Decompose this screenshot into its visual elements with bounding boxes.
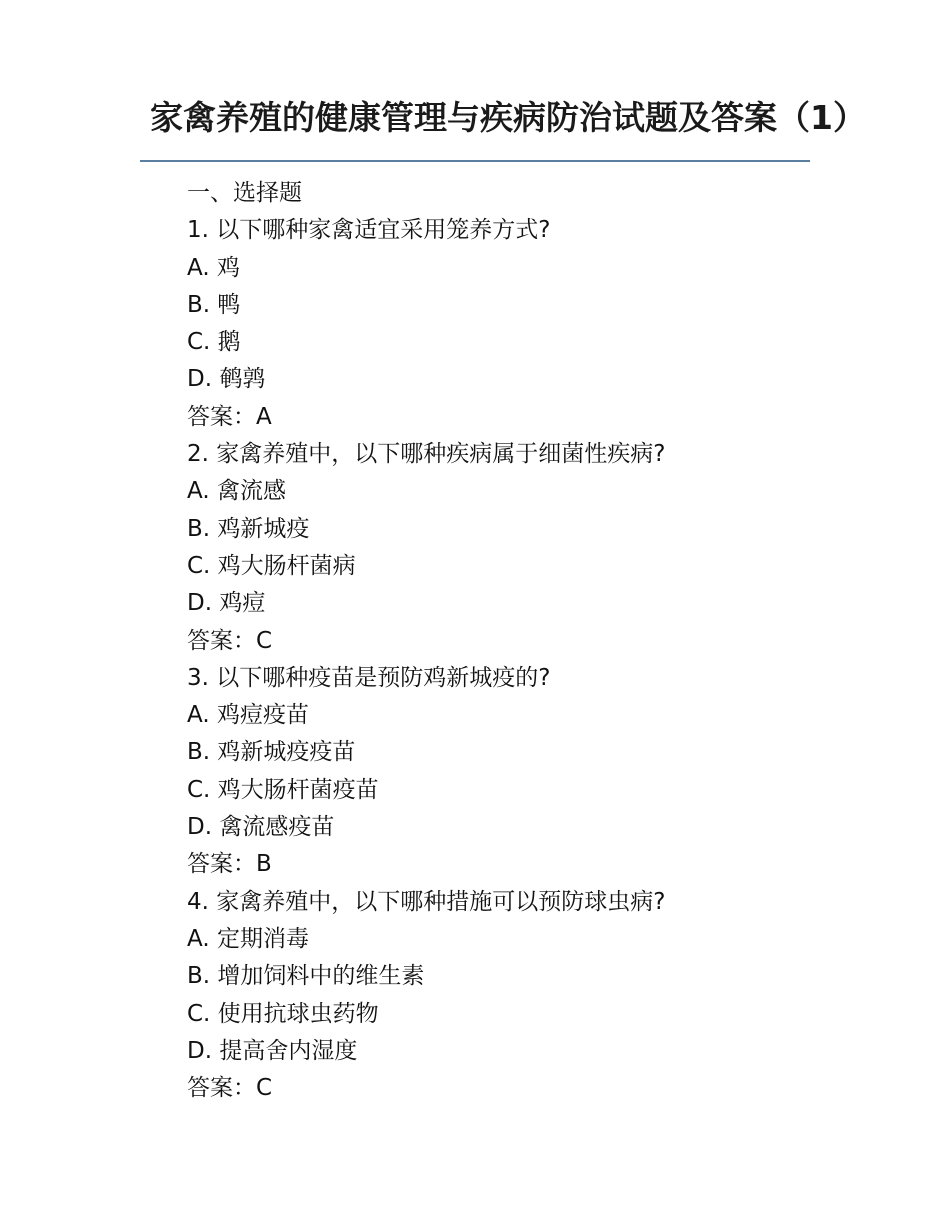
option-d: D. 鸡痘 bbox=[187, 590, 266, 617]
option-d: D. 鹌鹑 bbox=[187, 366, 266, 393]
question-block-3 bbox=[187, 660, 827, 884]
answer-text: 答案：B bbox=[187, 851, 272, 878]
question-block-1 bbox=[187, 212, 827, 436]
section-heading: 一、选择题 bbox=[187, 180, 302, 206]
option-a: A. 定期消毒 bbox=[187, 925, 309, 952]
answer-text: 答案：C bbox=[187, 1075, 273, 1102]
question-text: 1. 以下哪种家禽适宜采用笼养方式? bbox=[187, 217, 551, 244]
option-c: C. 鹅 bbox=[187, 329, 241, 356]
title-underline bbox=[140, 160, 810, 162]
option-d: D. 提高舍内湿度 bbox=[187, 1037, 358, 1064]
question-block-4 bbox=[187, 884, 827, 1108]
option-a: A. 鸡痘疫苗 bbox=[187, 702, 309, 729]
option-d: D. 禽流感疫苗 bbox=[187, 814, 335, 841]
option-b: B. 鸡新城疫疫苗 bbox=[187, 739, 356, 766]
question-text: 3. 以下哪种疫苗是预防鸡新城疫的? bbox=[187, 664, 551, 691]
option-b: B. 鸭 bbox=[187, 291, 241, 318]
question-text: 4. 家禽养殖中，以下哪种措施可以预防球虫病? bbox=[187, 888, 666, 915]
document-title: 家禽养殖的健康管理与疾病防治试题及答案（1） bbox=[150, 98, 866, 137]
option-b: B. 鸡新城疫 bbox=[187, 515, 310, 542]
answer-text: 答案：C bbox=[187, 627, 273, 654]
document-body bbox=[187, 175, 827, 1107]
question-text: 2. 家禽养殖中，以下哪种疾病属于细菌性疾病? bbox=[187, 441, 666, 468]
question-block-2 bbox=[187, 436, 827, 660]
answer-text: 答案：A bbox=[187, 403, 272, 430]
option-b: B. 增加饲料中的维生素 bbox=[187, 963, 425, 990]
option-a: A. 禽流感 bbox=[187, 478, 286, 505]
option-c: C. 鸡大肠杆菌病 bbox=[187, 552, 356, 579]
option-c: C. 使用抗球虫药物 bbox=[187, 1000, 379, 1027]
option-a: A. 鸡 bbox=[187, 254, 240, 281]
option-c: C. 鸡大肠杆菌疫苗 bbox=[187, 776, 379, 803]
